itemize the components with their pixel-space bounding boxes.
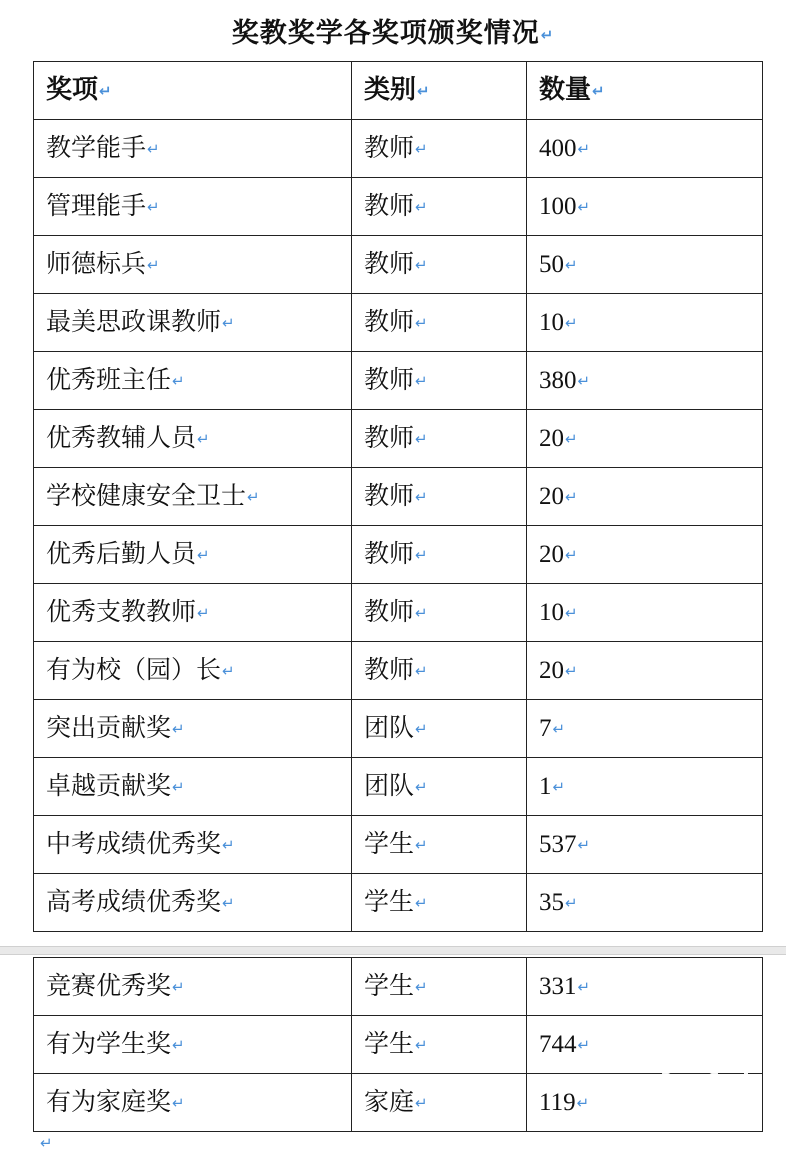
paragraph-mark-icon: ↵ [415, 372, 428, 390]
cell-name: 有为家庭奖↵ [34, 1074, 352, 1132]
cell-name: 高考成绩优秀奖↵ [34, 874, 352, 932]
paragraph-mark-icon: ↵ [172, 372, 185, 390]
cell-category: 团队↵ [352, 700, 527, 758]
cell-count: 10↵ [527, 294, 763, 352]
paragraph-mark-icon: ↵ [147, 198, 160, 216]
cell-count: 100↵ [527, 178, 763, 236]
cell-category: 教师↵ [352, 352, 527, 410]
table-row [34, 120, 763, 178]
page-title [0, 14, 786, 55]
cell-count: 20↵ [527, 468, 763, 526]
cell-name: 优秀教辅人员↵ [34, 410, 352, 468]
paragraph-mark-icon: ↵ [415, 430, 428, 448]
cell-category: 教师↵ [352, 236, 527, 294]
paragraph-mark-icon: ↵ [222, 894, 235, 912]
paragraph-mark-icon: ↵ [247, 488, 260, 506]
paragraph-mark-icon: ↵ [172, 1036, 185, 1054]
paragraph-mark-icon: ↵ [565, 545, 578, 564]
paragraph-mark-icon: ↵ [40, 1134, 53, 1152]
table-row [34, 584, 763, 642]
cell-count: 20↵ [527, 526, 763, 584]
cell-category: 教师↵ [352, 410, 527, 468]
header-category: 类别↵ [352, 62, 527, 120]
paragraph-mark-icon: ↵ [565, 603, 578, 622]
header-name: 奖项↵ [34, 62, 352, 120]
table-row [34, 178, 763, 236]
paragraph-mark-icon: ↵ [415, 604, 428, 622]
cell-name: 卓越贡献奖↵ [34, 758, 352, 816]
cell-name: 教学能手↵ [34, 120, 352, 178]
cell-count: 20↵ [527, 642, 763, 700]
cell-category: 学生↵ [352, 958, 527, 1016]
paragraph-mark-icon: ↵ [565, 893, 578, 912]
paragraph-mark-icon: ↵ [576, 1093, 590, 1112]
paragraph-mark-icon: ↵ [415, 314, 428, 332]
paragraph-mark-icon: ↵ [415, 778, 428, 796]
cell-name: 管理能手↵ [34, 178, 352, 236]
paragraph-mark-icon: ↵ [222, 314, 235, 332]
cell-count: 744↵ [527, 1016, 763, 1074]
cell-category: 教师↵ [352, 178, 527, 236]
header-count: 数量↵ [527, 62, 763, 120]
cell-count: 10↵ [527, 584, 763, 642]
paragraph-mark-icon: ↵ [222, 662, 235, 680]
paragraph-mark-icon: ↵ [415, 1094, 428, 1112]
cell-category: 学生↵ [352, 874, 527, 932]
awards-table-body-1 [34, 62, 763, 932]
table-row [34, 352, 763, 410]
cell-name: 有为校（园）长↵ [34, 642, 352, 700]
paragraph-mark-icon: ↵ [197, 604, 210, 622]
nanfang-plus-logo-icon [650, 1060, 760, 1130]
paragraph-mark-icon: ↵ [577, 1035, 591, 1054]
paragraph-mark-icon: ↵ [147, 256, 160, 274]
page-title-text: 奖教奖学各奖项颁奖情况 [231, 18, 540, 49]
paragraph-mark-icon: ↵ [552, 777, 566, 796]
cell-count: 119↵ [527, 1074, 763, 1132]
cell-count: 537↵ [527, 816, 763, 874]
cell-name: 中考成绩优秀奖↵ [34, 816, 352, 874]
paragraph-mark-icon: ↵ [577, 977, 591, 996]
cell-name: 师德标兵↵ [34, 236, 352, 294]
table-row [34, 236, 763, 294]
paragraph-mark-icon: ↵ [415, 836, 428, 854]
cell-name: 突出贡献奖↵ [34, 700, 352, 758]
table-row [34, 700, 763, 758]
paragraph-mark-icon: ↵ [592, 82, 605, 100]
paragraph-mark-icon: ↵ [577, 197, 591, 216]
page-break-divider [0, 946, 786, 955]
paragraph-mark-icon: ↵ [415, 894, 428, 912]
table-row [34, 758, 763, 816]
cell-category: 教师↵ [352, 294, 527, 352]
paragraph-mark-icon: ↵ [172, 978, 185, 996]
paragraph-mark-icon: ↵ [415, 1036, 428, 1054]
paragraph-mark-icon: ↵ [577, 835, 591, 854]
paragraph-mark-icon: ↵ [172, 1094, 185, 1112]
paragraph-mark-icon: ↵ [565, 661, 578, 680]
cell-count: 1↵ [527, 758, 763, 816]
cell-category: 教师↵ [352, 642, 527, 700]
paragraph-mark-icon: ↵ [415, 662, 428, 680]
table-row [34, 958, 763, 1016]
cell-category: 教师↵ [352, 468, 527, 526]
paragraph-mark-icon: ↵ [99, 82, 112, 100]
table-row [34, 468, 763, 526]
paragraph-mark-icon: ↵ [415, 488, 428, 506]
cell-name: 竞赛优秀奖↵ [34, 958, 352, 1016]
cell-name: 优秀后勤人员↵ [34, 526, 352, 584]
paragraph-mark-icon: ↵ [147, 140, 160, 158]
paragraph-mark-icon: ↵ [415, 140, 428, 158]
cell-name: 优秀班主任↵ [34, 352, 352, 410]
table-row [34, 410, 763, 468]
table-row [34, 816, 763, 874]
paragraph-mark-icon: ↵ [415, 546, 428, 564]
cell-count: 400↵ [527, 120, 763, 178]
paragraph-mark-icon: ↵ [415, 198, 428, 216]
paragraph-mark-icon: ↵ [565, 487, 578, 506]
paragraph-mark-icon: ↵ [565, 429, 578, 448]
table-row [34, 874, 763, 932]
cell-count: 35↵ [527, 874, 763, 932]
paragraph-mark-icon: ↵ [565, 255, 578, 274]
paragraph-mark-icon: ↵ [172, 720, 185, 738]
paragraph-mark-icon: ↵ [417, 82, 430, 100]
paragraph-mark-icon: ↵ [415, 978, 428, 996]
cell-name: 最美思政课教师↵ [34, 294, 352, 352]
table-header-row [34, 62, 763, 120]
paragraph-mark-icon: ↵ [197, 546, 210, 564]
cell-name: 学校健康安全卫士↵ [34, 468, 352, 526]
cell-count: 331↵ [527, 958, 763, 1016]
table-row [34, 642, 763, 700]
cell-category: 家庭↵ [352, 1074, 527, 1132]
paragraph-mark-icon: ↵ [222, 836, 235, 854]
paragraph-mark-icon: ↵ [415, 256, 428, 274]
awards-table-part-1 [33, 61, 763, 932]
cell-count: 20↵ [527, 410, 763, 468]
cell-count: 380↵ [527, 352, 763, 410]
paragraph-mark-icon: ↵ [197, 430, 210, 448]
paragraph-mark-icon: ↵ [172, 778, 185, 796]
cell-category: 团队↵ [352, 758, 527, 816]
table-row [34, 526, 763, 584]
cell-category: 教师↵ [352, 584, 527, 642]
cell-category: 教师↵ [352, 120, 527, 178]
paragraph-mark-icon: ↵ [415, 720, 428, 738]
paragraph-mark-icon: ↵ [565, 313, 578, 332]
paragraph-mark-icon: ↵ [552, 719, 566, 738]
paragraph-mark-icon: ↵ [540, 26, 555, 44]
cell-count: 50↵ [527, 236, 763, 294]
cell-category: 学生↵ [352, 1016, 527, 1074]
cell-name: 有为学生奖↵ [34, 1016, 352, 1074]
cell-category: 教师↵ [352, 526, 527, 584]
cell-category: 学生↵ [352, 816, 527, 874]
cell-name: 优秀支教教师↵ [34, 584, 352, 642]
paragraph-mark-icon: ↵ [577, 139, 591, 158]
table-row [34, 294, 763, 352]
paragraph-mark-icon: ↵ [577, 371, 591, 390]
cell-count: 7↵ [527, 700, 763, 758]
